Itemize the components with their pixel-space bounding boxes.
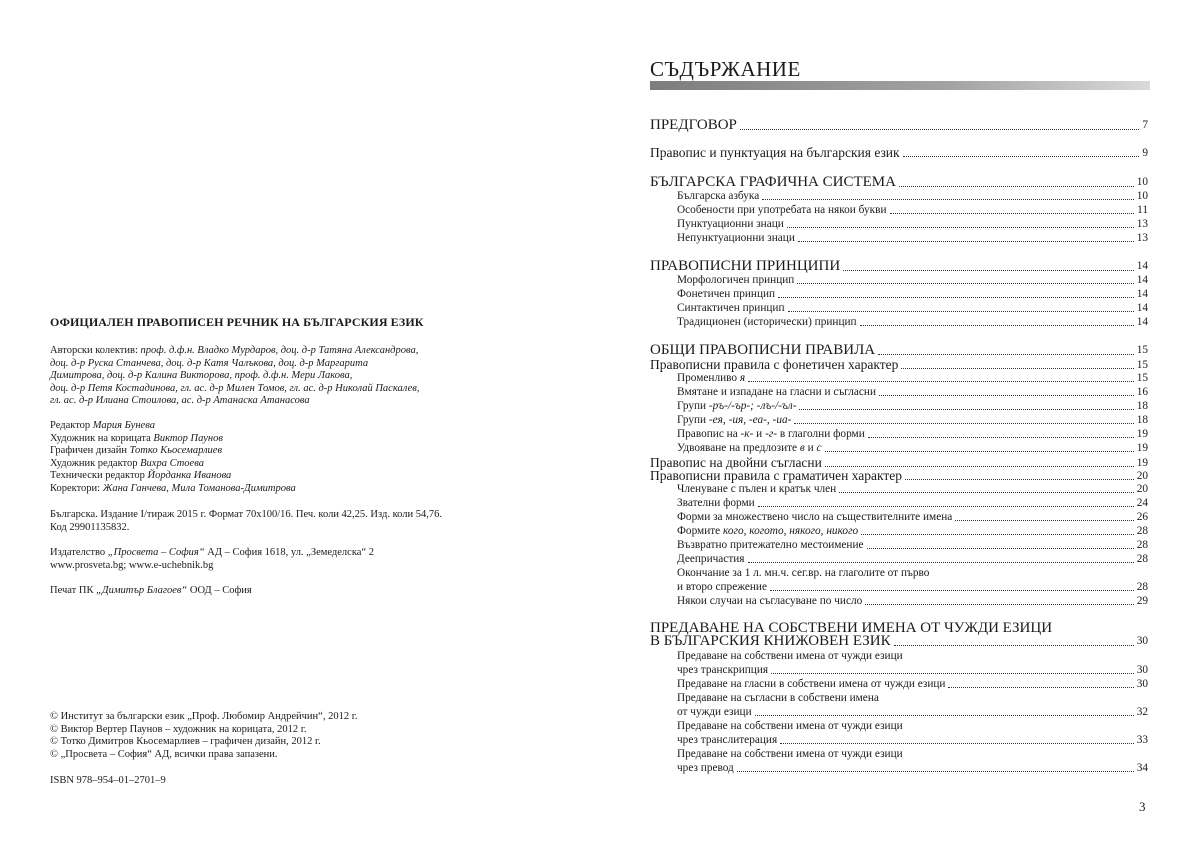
toc-page-number: 26 — [1136, 511, 1148, 523]
staff-role: Редактор — [50, 420, 93, 431]
toc-entry — [650, 259, 1148, 274]
toc-entry-text: Традиционен (исторически) принцип — [677, 316, 857, 328]
toc-entry-text: Групи — [677, 414, 709, 426]
toc-entry-text: Променливо — [677, 372, 740, 384]
toc-entry-title — [650, 525, 858, 538]
toc-page-number: 14 — [1136, 274, 1148, 286]
toc-leader-dots — [868, 437, 1134, 438]
toc-entry — [650, 386, 1148, 399]
author-names: проф. д.ф.н. Владко Мурдаров, доц. д-р Татяна Александрова, — [140, 345, 419, 356]
staff-line — [50, 420, 520, 433]
toc-entry-text: ОБЩИ ПРАВОПИСНИ ПРАВИЛА — [650, 342, 876, 358]
toc-entry-title — [650, 595, 862, 608]
toc-entry — [650, 146, 1148, 160]
toc-entry-title — [650, 414, 791, 427]
toc-leader-dots — [737, 771, 1134, 772]
toc-entry — [650, 442, 1148, 455]
toc-page-number: 19 — [1136, 442, 1148, 454]
toc-entry-title — [650, 118, 737, 133]
toc-entry — [650, 748, 1148, 761]
toc-entry-text: Формите — [677, 525, 724, 537]
toc-entry-text: Правописни правила с граматичен характер — [650, 468, 903, 483]
toc-page-number: 28 — [1136, 525, 1148, 537]
authors-line — [50, 345, 520, 358]
toc-page-number: 29 — [1136, 595, 1148, 607]
toc-entry — [650, 581, 1148, 594]
toc-entry — [650, 483, 1148, 496]
toc-entry-title — [650, 372, 745, 385]
isbn: ISBN 978–954–01–2701–9 — [50, 775, 166, 786]
staff-block — [50, 420, 520, 496]
toc-entry — [650, 232, 1148, 245]
edition-line: Българска. Издание I/тираж 2015 г. Формат 70x100/16. Печ. коли 42,25. Изд. коли 54,76. — [50, 509, 442, 520]
toc-entry-title — [650, 581, 767, 594]
toc-entry-title — [650, 634, 891, 649]
toc-entry — [650, 316, 1148, 329]
printer-block — [50, 585, 520, 598]
toc-entry-title — [650, 692, 879, 705]
toc-page-number: 28 — [1136, 581, 1148, 593]
toc-page-number: 14 — [1136, 288, 1148, 300]
toc-entry — [650, 511, 1148, 524]
toc-entry-text: чрез превод — [677, 762, 734, 774]
toc-entry-title — [650, 664, 768, 677]
toc-entry-text: Морфологичен принцип — [677, 274, 795, 286]
toc-page-number: 30 — [1136, 678, 1148, 690]
toc-entry-text: Членуване с пълен и кратък член — [677, 483, 837, 495]
toc-entry-title — [650, 274, 794, 287]
toc-leader-dots — [798, 241, 1134, 242]
toc-entry — [650, 706, 1148, 719]
toc-entry — [650, 288, 1148, 301]
toc-entry-italic: -ръ-/-ър-; -лъ-/-ъл- — [708, 400, 797, 412]
toc-entry — [650, 734, 1148, 747]
staff-name: Жана Ганчева, Мила Томанова-Димитрова — [102, 482, 296, 494]
toc-leader-dots — [799, 409, 1133, 410]
toc-entry-text: Непунктуационни знаци — [677, 232, 795, 244]
book-title: ОФИЦИАЛЕН ПРАВОПИСЕН РЕЧНИК НА БЪЛГАРСКИЯ ЕЗИК — [50, 315, 424, 329]
toc-entry-text: и — [804, 442, 817, 454]
printer-name: „Димитър Благоев“ — [96, 585, 188, 596]
toc-leader-dots — [905, 479, 1134, 480]
toc-leader-dots — [890, 213, 1135, 214]
toc-page-number: 11 — [1137, 204, 1148, 216]
toc-entry — [650, 414, 1148, 427]
toc-page-number: 16 — [1136, 386, 1148, 398]
toc-entry-title — [650, 190, 759, 203]
publisher-block — [50, 547, 520, 572]
toc-page-number: 14 — [1136, 260, 1148, 272]
toc-entry-text: Правопис и пунктуация на българския език — [650, 145, 900, 160]
toc-entry-text: Окончание за 1 л. мн.ч. сег.вр. на глаголите от първо — [677, 567, 930, 579]
toc-entry-text: Синтактичен принцип — [677, 302, 785, 314]
toc-heading: СЪДЪРЖАНИЕ — [650, 57, 801, 81]
toc-leader-dots — [740, 129, 1139, 130]
toc-leader-dots — [879, 395, 1134, 396]
authors-line: гл. ас. д-р Илиана Стоилова, ас. д-р Атанаска Атанасова — [50, 395, 310, 407]
staff-role: Художник редактор — [50, 457, 141, 469]
publisher-address: АД – София 1618, ул. „Земеделска“ 2 — [204, 547, 374, 558]
edition-line: Код 29901135832. — [50, 521, 130, 533]
copyright-line: © „Просвета – София“ АД, всички права запазени. — [50, 748, 278, 760]
toc-entry-title — [650, 175, 896, 190]
toc-leader-dots — [794, 423, 1133, 424]
toc-entry-text: Удвояване на предлозите — [677, 442, 800, 454]
staff-name: Вихра Стоева — [140, 457, 204, 469]
toc-leader-dots — [860, 325, 1134, 326]
staff-line — [50, 483, 520, 496]
publisher-prefix: Издателство — [50, 547, 108, 558]
toc-entry-text: чрез транскрипция — [677, 664, 769, 676]
toc-entry-text: ПРЕДГОВОР — [650, 117, 737, 133]
staff-role: Коректори: — [50, 482, 103, 494]
authors-line: доц. д-р Петя Костадинова, гл. ас. д-р Милен Томов, гл. ас. д-р Николай Паскалев, — [50, 382, 420, 394]
toc-entry-text: Предаване на собствени имена от чужди езици — [677, 748, 903, 760]
toc-entry-italic: кого, когото, някого, никого — [723, 525, 859, 537]
toc-page-number: 18 — [1136, 414, 1148, 426]
toc-leader-dots — [867, 548, 1134, 549]
toc-entry-title — [650, 539, 864, 552]
toc-entry — [650, 595, 1148, 608]
toc-entry — [650, 664, 1148, 677]
toc-entry-text: в глаголни форми — [777, 428, 865, 440]
staff-line — [50, 470, 520, 483]
toc-page-number: 13 — [1136, 232, 1148, 244]
toc-entry — [650, 553, 1148, 566]
toc-entry-italic: с — [816, 442, 822, 454]
copyright-line: © Тотко Димитров Кьосемарлиев – графичен дизайн, 2012 г. — [50, 736, 321, 748]
toc-leader-dots — [780, 743, 1134, 744]
toc-entry-text: Предаване на съгласни в собствени имена — [677, 692, 879, 704]
toc-leader-dots — [825, 466, 1134, 467]
toc-entry-title — [650, 511, 952, 524]
toc-entry — [650, 720, 1148, 733]
toc-leader-dots — [903, 156, 1140, 157]
toc-entry — [650, 692, 1148, 705]
toc-entry — [650, 302, 1148, 315]
toc-page-number: 24 — [1136, 497, 1148, 509]
toc-entry-text: ПРАВОПИСНИ ПРИНЦИПИ — [650, 258, 841, 274]
staff-line — [50, 433, 520, 446]
toc-leader-dots — [787, 227, 1134, 228]
toc-entry-text: и второ спрежение — [677, 581, 767, 593]
toc-entry-text: Някои случаи на съгласуване по число — [677, 595, 863, 607]
toc-page-number: 15 — [1136, 372, 1148, 384]
toc-entry — [650, 218, 1148, 231]
staff-name: Тотко Кьосемарлиев — [129, 445, 223, 457]
toc-entry-title — [650, 204, 887, 217]
toc-entry-text: ПРЕДАВАНЕ НА СОБСТВЕНИ ИМЕНА ОТ ЧУЖДИ ЕЗИЦИ — [650, 620, 1053, 636]
staff-role: Технически редактор — [50, 470, 148, 482]
toc-entry-title — [650, 316, 857, 329]
toc-entry — [650, 678, 1148, 691]
toc-page-number: 14 — [1136, 316, 1148, 328]
toc-entry-title — [650, 748, 903, 761]
toc-entry — [650, 118, 1148, 133]
toc-entry — [650, 204, 1148, 217]
toc-page-number: 13 — [1136, 218, 1148, 230]
authors-label: Авторски колектив: — [50, 345, 141, 356]
toc-entry-title — [650, 650, 903, 663]
toc-entry-text: чрез транслитерация — [677, 734, 778, 746]
edition-block — [50, 509, 520, 534]
toc-entry-italic: в — [799, 442, 805, 454]
toc-leader-dots — [770, 590, 1134, 591]
copyright-line: © Виктор Вертер Паунов – художник на корицата, 2012 г. — [50, 723, 307, 735]
toc-page-number: 30 — [1136, 664, 1148, 676]
toc-leader-dots — [899, 186, 1134, 187]
toc-entry-text: Пунктуационни знаци — [677, 218, 784, 230]
toc-leader-dots — [861, 534, 1134, 535]
toc-leader-dots — [825, 451, 1134, 452]
toc-entry-title — [650, 497, 755, 510]
toc-entry — [650, 650, 1148, 663]
toc-page-number: 28 — [1136, 553, 1148, 565]
toc-page-number: 28 — [1136, 539, 1148, 551]
toc-leader-dots — [758, 506, 1134, 507]
staff-name: Йорданка Иванова — [147, 470, 232, 482]
toc-entry-title — [650, 428, 865, 441]
toc-entry-italic: -к- — [740, 428, 754, 440]
toc-entry-title — [650, 678, 945, 691]
toc-entry — [650, 274, 1148, 287]
toc-leader-dots — [948, 687, 1133, 688]
heading-rule — [650, 81, 1150, 90]
copyright-line: © Институт за български език „Проф. Любомир Андрейчин“, 2012 г. — [50, 711, 358, 722]
printer-line — [50, 585, 520, 598]
toc-entry-title — [650, 567, 929, 580]
copyright-block — [50, 711, 520, 761]
toc-entry-title — [650, 400, 796, 413]
toc-leader-dots — [843, 270, 1134, 271]
toc-entry-title — [650, 358, 898, 372]
toc-entry-text: Фонетичен принцип — [677, 288, 776, 300]
toc-entry-title — [650, 218, 784, 231]
toc-entry-title — [650, 386, 876, 399]
toc-entry-title — [650, 553, 745, 566]
toc-entry — [650, 175, 1148, 190]
toc-leader-dots — [755, 715, 1134, 716]
staff-line — [50, 445, 520, 458]
publisher-line — [50, 547, 520, 560]
toc-leader-dots — [788, 311, 1134, 312]
toc-entry-title — [650, 288, 775, 301]
publisher-web: www.prosveta.bg; www.e-uchebnik.bg — [50, 559, 214, 571]
toc-entry-text: Правопис на — [677, 428, 741, 440]
toc-entry-title — [650, 146, 900, 160]
toc-entry-title — [650, 232, 795, 245]
toc-entry-title — [650, 259, 840, 274]
staff-line — [50, 458, 520, 471]
toc-leader-dots — [778, 297, 1134, 298]
toc-entry-title — [650, 343, 875, 358]
toc-entry-text: и — [753, 428, 766, 440]
toc-page-number: 14 — [1136, 302, 1148, 314]
toc-entry-italic: -ея, -ия, -еа-, -иа- — [708, 414, 792, 426]
toc-entry — [650, 469, 1148, 483]
toc-leader-dots — [771, 673, 1134, 674]
toc-entry — [650, 400, 1148, 413]
toc-entry-text: Правописни правила с фонетичен характер — [650, 357, 899, 372]
toc-page-number: 10 — [1136, 190, 1148, 202]
toc-leader-dots — [797, 283, 1133, 284]
staff-name: Виктор Паунов — [153, 432, 223, 444]
toc-leader-dots — [762, 199, 1133, 200]
toc-entry-title — [650, 762, 734, 775]
toc-entry-text: В БЪЛГАРСКИЯ КНИЖОВЕН ЕЗИК — [650, 633, 891, 649]
toc-entry-title — [650, 302, 785, 315]
staff-name: Мария Бунева — [92, 420, 155, 431]
toc-page-number: 33 — [1136, 734, 1148, 746]
toc-leader-dots — [878, 354, 1134, 355]
toc-entry-title — [650, 442, 822, 455]
toc-leader-dots — [894, 645, 1134, 646]
toc-entry-text: Предаване на собствени имена от чужди езици — [677, 720, 903, 732]
toc-page-number: 34 — [1136, 762, 1148, 774]
toc-entry-text: Възвратно притежателно местоимение — [677, 539, 864, 551]
toc-entry-text: Вмятане и изпадане на гласни и съгласни — [677, 386, 877, 398]
toc-entry-text: Предаване на собствени имена от чужди езици — [677, 650, 903, 662]
page-number: 3 — [1139, 799, 1146, 814]
toc-page-number: 19 — [1136, 457, 1148, 469]
toc-entry — [650, 358, 1148, 372]
toc-page-number: 20 — [1136, 470, 1148, 482]
toc-entry — [650, 525, 1148, 538]
toc-entry — [650, 567, 1148, 580]
toc-entry-title — [650, 483, 836, 496]
toc-entry-text: Деепричастия — [677, 553, 745, 565]
toc-leader-dots — [748, 562, 1134, 563]
toc-entry-text: Българска азбука — [677, 190, 760, 202]
toc-entry — [650, 372, 1148, 385]
authors-line: доц. д-р Руска Станчева, доц. д-р Катя Чалъкова, доц. д-р Маргарита — [50, 357, 369, 369]
toc-entry-title — [650, 734, 777, 747]
toc-leader-dots — [865, 604, 1133, 605]
toc-entry-title — [650, 469, 902, 483]
printer-prefix: Печат ПК — [50, 585, 97, 596]
toc-entry-text: Правопис на двойни съгласни — [650, 455, 822, 470]
toc-page-number: 7 — [1142, 119, 1148, 131]
authors-block — [50, 345, 520, 408]
printer-suffix: ООД – София — [187, 585, 252, 596]
toc-entry — [650, 343, 1148, 358]
toc-entry — [650, 428, 1148, 441]
toc-entry-title — [650, 706, 752, 719]
toc-leader-dots — [901, 368, 1133, 369]
toc-page-number: 20 — [1136, 483, 1148, 495]
toc-leader-dots — [955, 520, 1133, 521]
toc-entry-text: БЪЛГАРСКА ГРАФИЧНА СИСТЕМА — [650, 174, 896, 190]
toc-entry — [650, 539, 1148, 552]
toc-page-number: 15 — [1136, 344, 1148, 356]
toc-leader-dots — [839, 492, 1133, 493]
toc-page-number: 30 — [1136, 635, 1148, 647]
right-page — [600, 0, 1200, 851]
toc-entry-italic: я — [739, 372, 746, 384]
toc-page-number: 9 — [1142, 147, 1148, 159]
toc-entry — [650, 634, 1148, 649]
staff-role: Художник на корицата — [50, 432, 154, 444]
toc-page-number: 15 — [1136, 359, 1148, 371]
toc-entry — [650, 190, 1148, 203]
toc-page-number: 32 — [1136, 706, 1148, 718]
toc-entry-text: Особености при употребата на някои букви — [677, 204, 887, 216]
toc-entry-text: Групи — [677, 400, 709, 412]
publisher-name: „Просвета – София“ — [107, 547, 205, 558]
toc-entry-text: Предаване на гласни в собствени имена от чужди езици — [677, 678, 946, 690]
toc-entry-title — [650, 720, 903, 733]
toc-entry — [650, 762, 1148, 775]
authors-line: Димитрова, доц. д-р Калина Викторова, проф. д.ф.н. Мери Лакова, — [50, 370, 353, 382]
toc-entry-text: Форми за множествено число на съществителните имена — [677, 511, 953, 523]
toc-leader-dots — [748, 381, 1134, 382]
toc-page-number: 10 — [1136, 176, 1148, 188]
staff-role: Графичен дизайн — [50, 445, 130, 457]
toc-page-number: 19 — [1136, 428, 1148, 440]
toc-page-number: 18 — [1136, 400, 1148, 412]
toc-entry-text: от чужди езици — [677, 706, 752, 718]
toc-entry-text: Звателни форми — [677, 497, 755, 509]
toc-entry — [650, 497, 1148, 510]
toc-entry-italic: -г- — [765, 428, 777, 440]
